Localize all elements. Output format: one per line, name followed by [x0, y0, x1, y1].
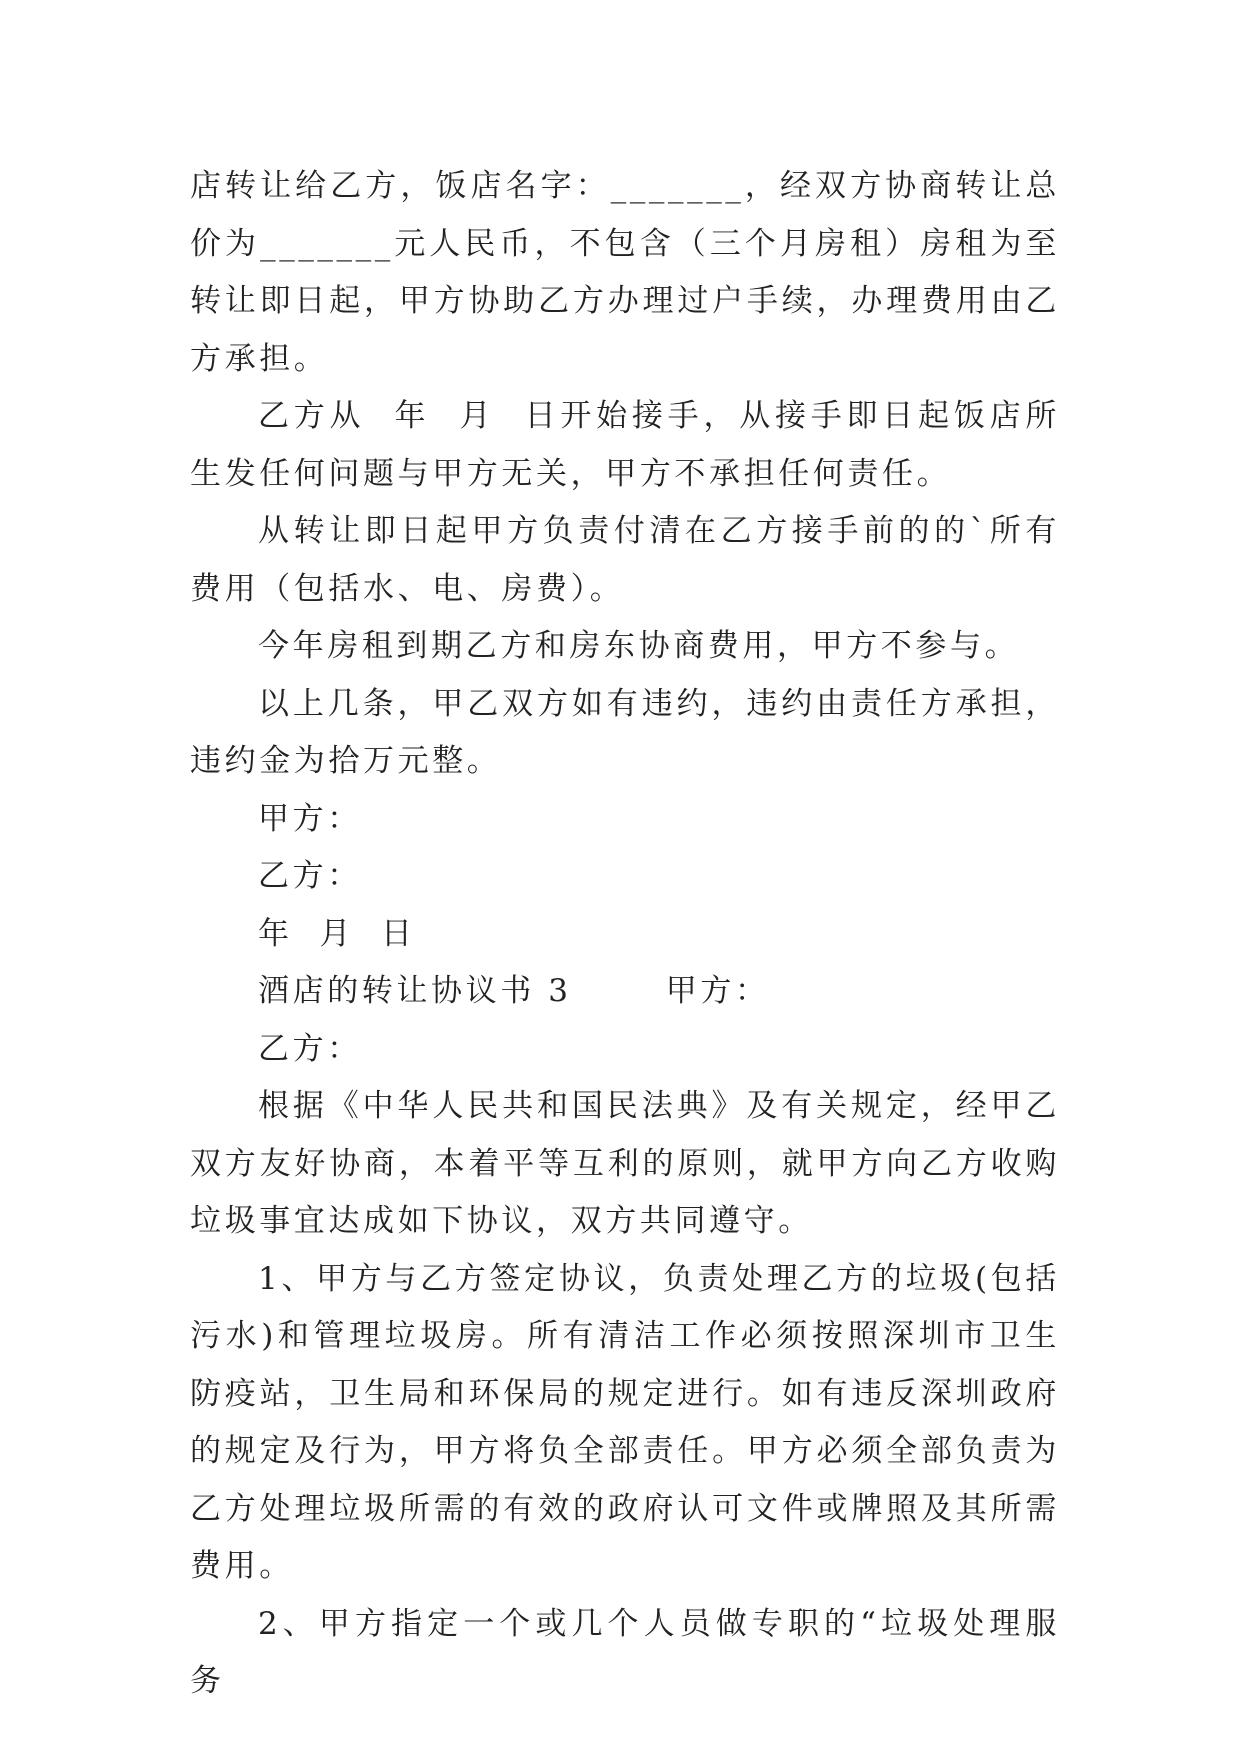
clause-2: 2、甲方指定一个或几个人员做专职的“垃圾处理服务 — [190, 1605, 1060, 1699]
section-title-agreement-3: 酒店的转让协议书 3 甲方： — [258, 973, 770, 1009]
signature-party-a: 甲方： — [258, 800, 362, 837]
document-body — [190, 158, 1060, 1711]
paragraph-rent-negotiation: 今年房租到期乙方和房东协商费用，甲方不参与。 — [258, 628, 1020, 664]
paragraph-handover-date: 乙方从 年 月 日开始接手，从接手即日起饭店所生发任何问题与甲方无关，甲方不承担任何责任。 — [190, 398, 1060, 492]
paragraph-legal-basis: 根据《中华人民共和国民法典》及有关规定，经甲乙双方友好协商，本着平等互利的原则，就甲方向乙方收购垃圾事宜达成如下协议，双方共同遵守。 — [190, 1088, 1060, 1239]
clause-1: 1、甲方与乙方签定协议，负责处理乙方的垃圾(包括污水)和管理垃圾房。所有清洁工作必须按照深圳市卫生防疫站，卫生局和环保局的规定进行。如有违反深圳政府的规定及行为，甲方将负全部责任。甲方必须全部负责为乙方处理垃圾所需的有效的政府认可文件或牌照及其所需费用。 — [190, 1260, 1060, 1584]
signature-party-b: 乙方： — [258, 858, 362, 894]
party-b-label: 乙方： — [258, 1030, 362, 1067]
paragraph-transfer-terms: 店转让给乙方，饭店名字：_______，经双方协商转让总价为_______元人民币，不包含（三个月房租）房租为至转让即日起，甲方协助乙方办理过户手续，办理费用由乙方承担。 — [190, 168, 1060, 377]
paragraph-fees-settlement: 从转让即日起甲方负责付清在乙方接手前的的`所有费用（包括水、电、房费）。 — [190, 513, 1060, 607]
paragraph-breach-penalty: 以上几条，甲乙双方如有违约，违约由责任方承担，违约金为拾万元整。 — [190, 685, 1060, 779]
signature-date: 年 月 日 — [258, 915, 416, 952]
